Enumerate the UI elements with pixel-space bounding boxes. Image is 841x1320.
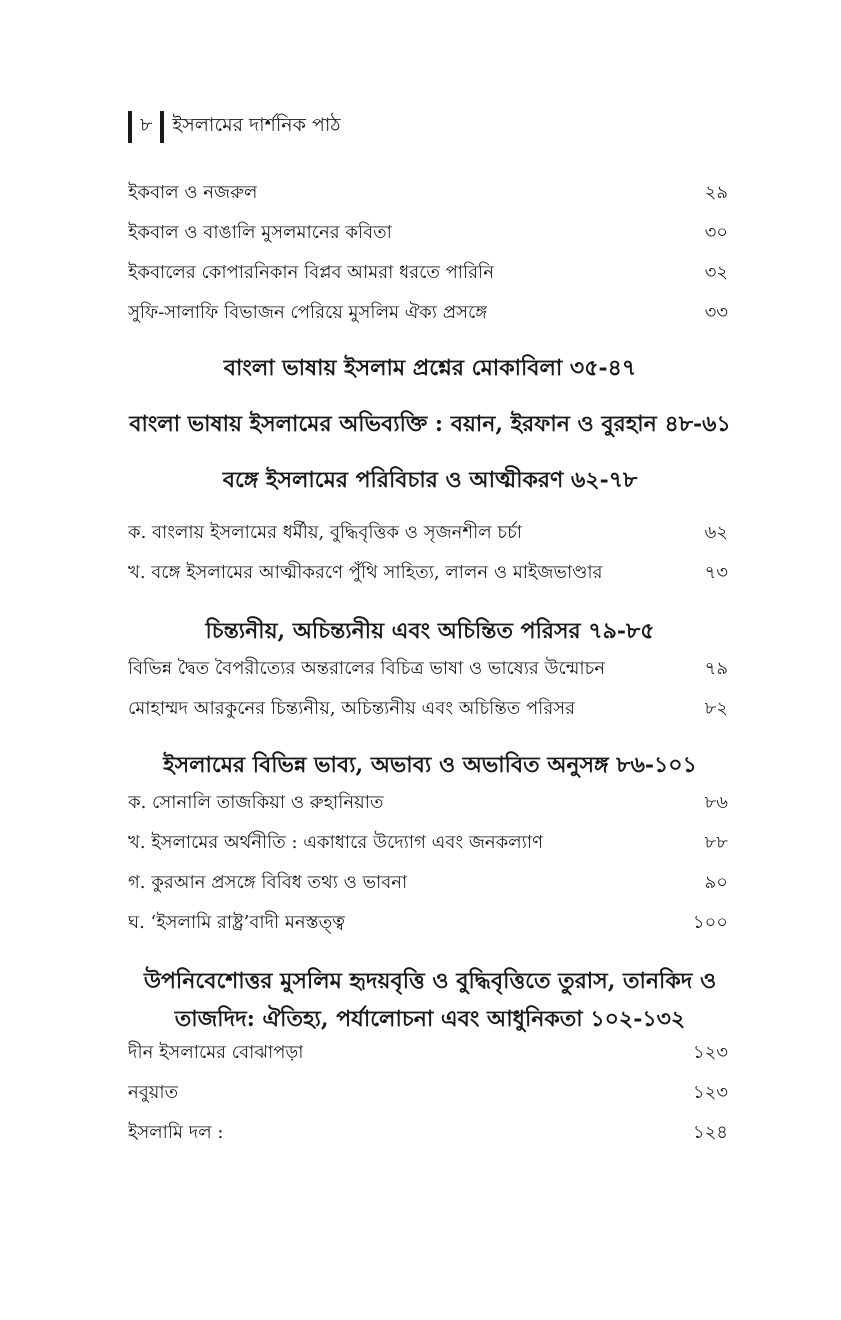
section-heading: বাংলা ভাষায় ইসলামের অভিব্যক্তি : বয়ান, ইরফান ও বুরহান ৪৮-৬১	[129, 411, 731, 437]
toc-entry-title: দীন ইসলামের বোঝাপড়া	[128, 1042, 304, 1063]
running-header	[128, 110, 341, 144]
toc-entry-title: ইকবাল ও বাঙালি মুসলমানের কবিতা	[128, 222, 392, 243]
section-heading: চিন্ত্যনীয়, অচিন্ত্যনীয় এবং অচিন্তিত পরিসর ৭৯-৮৫	[205, 618, 655, 644]
toc-entry-page: ৭৯	[704, 658, 728, 679]
toc-entry	[128, 910, 728, 936]
toc-entry-title: খ. বঙ্গে ইসলামের আত্মীকরণে পুঁথি সাহিত্য, লালন ও মাইজভাণ্ডার	[128, 562, 603, 583]
toc-entry	[128, 696, 728, 722]
toc-entry-title: খ. ইসলামের অর্থনীতি : একাধারে উদ্যোগ এবং জনকল্যাণ	[128, 832, 543, 853]
toc-entry	[128, 260, 728, 286]
toc-entry-title: ঘ. ‘ইসলামি রাষ্ট্র’বাদী মনস্তত্ত্ব	[128, 912, 345, 933]
toc-entry	[128, 1120, 728, 1146]
toc-entry-page: ৭৩	[704, 562, 728, 583]
toc-entry-title: নবুয়াত	[128, 1082, 179, 1103]
toc-entry-title: বিভিন্ন দ্বৈত বৈপরীত্যের অন্তরালের বিচিত্র ভাষা ও ভাষ্যের উন্মোচন	[128, 658, 606, 679]
toc-entry-page: ৯০	[704, 872, 728, 893]
toc-entry	[128, 790, 728, 816]
toc-entry-page: ৩০	[704, 222, 728, 243]
toc-entry-title: গ. কুরআন প্রসঙ্গে বিবিধ তথ্য ও ভাবনা	[128, 872, 408, 893]
section-heading: ইসলামের বিভিন্ন ভাব্য, অভাব্য ও অভাবিত অনুসঙ্গ ৮৬-১০১	[163, 752, 697, 778]
section-heading: বাংলা ভাষায় ইসলাম প্রশ্নের মোকাবিলা ৩৫-৪৭	[223, 355, 637, 381]
toc-entry-page: ১২৩	[692, 1042, 728, 1063]
toc-entry-page: ৮৬	[704, 792, 728, 813]
toc-entry	[128, 300, 728, 326]
toc-entry-title: ক. বাংলায় ইসলামের ধর্মীয়, বুদ্ধিবৃত্তিক ও সৃজনশীল চর্চা	[128, 522, 523, 543]
page-number: ৮	[140, 114, 153, 136]
toc-entry	[128, 180, 728, 206]
section-heading: বঙ্গে ইসলামের পরিবিচার ও আত্মীকরণ ৬২-৭৮	[222, 467, 638, 493]
toc-entry-page: ১২৪	[692, 1122, 728, 1143]
toc-entry-title: ইসলামি দল :	[128, 1122, 224, 1143]
toc-entry	[128, 520, 728, 546]
toc-entry	[128, 560, 728, 586]
toc-entry-title: ইকবাল ও নজরুল	[128, 182, 258, 203]
toc-entry	[128, 1040, 728, 1066]
section-heading: উপনিবেশোত্তর মুসলিম হৃদয়বৃত্তি ও বুদ্ধিবৃত্তিতে তুরাস, তানকিদ ও তাজদিদ: ঐতিহ্য, পর্যালোচনা এবং আধুনিকতা ১০২-১৩২	[143, 968, 717, 1032]
toc-entry-page: ২৯	[704, 182, 728, 203]
toc-entry-title: মোহাম্মদ আরকুনের চিন্ত্যনীয়, অচিন্ত্যনীয় এবং অচিন্তিত পরিসর	[128, 698, 576, 719]
toc-entry	[128, 656, 728, 682]
toc-entry	[128, 220, 728, 246]
toc-entry-page: ১২৩	[692, 1082, 728, 1103]
toc-entry-page: ৩৩	[704, 302, 728, 323]
toc-entry-title: ক. সোনালি তাজকিয়া ও রুহানিয়াত	[128, 792, 384, 813]
running-title: ইসলামের দার্শনিক পাঠ	[172, 114, 341, 136]
toc-entry-title: ইকবালের কোপারনিকান বিপ্লব আমরা ধরতে পারিনি	[128, 262, 494, 283]
toc-entry	[128, 1080, 728, 1106]
toc-entry	[128, 870, 728, 896]
toc-entry-page: ৬২	[704, 522, 728, 543]
toc-entry-title: সুফি-সালাফি বিভাজন পেরিয়ে মুসলিম ঐক্য প্রসঙ্গে	[128, 302, 488, 323]
toc-entry-page: ৮২	[704, 698, 728, 719]
toc-entry-page: ৩২	[704, 262, 728, 283]
toc-entry	[128, 830, 728, 856]
toc-entry-page: ১০০	[692, 912, 728, 933]
toc-entry-page: ৮৮	[704, 832, 728, 853]
